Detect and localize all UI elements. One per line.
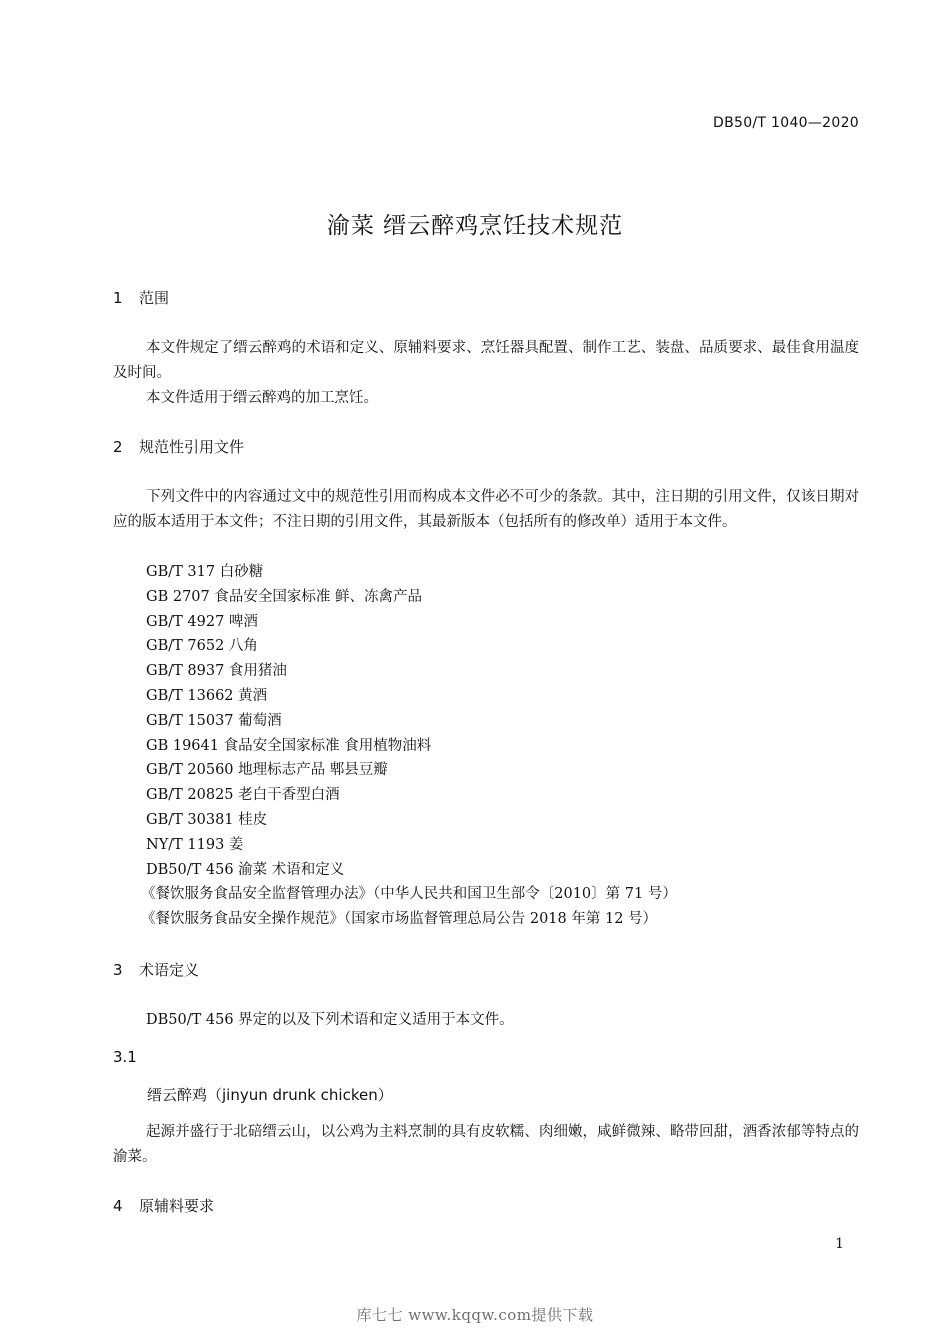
scope-paragraph-1: 本文件规定了缙云醉鸡的术语和定义、原辅料要求、烹饪器具配置、制作工艺、装盘、品质要求、最佳食用温度及时间。 [113,340,859,381]
section-1-heading [113,288,169,308]
section-number: 3 [113,961,123,979]
reference-item: 《餐饮服务食品安全监督管理办法》（中华人民共和国卫生部令〔2010〕第 71 号） [141,886,677,903]
reference-item: GB/T 15037 葡萄酒 [146,712,282,729]
subsection-number: 3.1 [113,1048,137,1066]
page-number: 1 [835,1236,844,1252]
reference-item: NY/T 1193 姜 [146,836,244,853]
section-number: 1 [113,289,123,307]
reference-item: GB 2707 食品安全国家标准 鲜、冻禽产品 [146,588,422,605]
reference-item: DB50/T 456 渝菜 术语和定义 [146,861,345,878]
section-title: 术语定义 [139,961,200,979]
section-number: 4 [113,1197,123,1215]
section-title: 范围 [139,289,170,307]
section-title: 规范性引用文件 [139,438,245,456]
section-2-heading [113,437,244,457]
terms-intro: DB50/T 456 界定的以及下列术语和定义适用于本文件。 [146,1012,514,1028]
reference-item: GB/T 317 白砂糖 [146,564,264,580]
section-3-heading [113,960,199,980]
section-number: 2 [113,438,123,456]
reference-item: 《餐饮服务食品安全操作规范》（国家市场监督管理总局公告 2018 年第 12 号） [141,911,658,928]
reference-item: GB/T 13662 黄酒 [146,687,268,704]
standard-code: DB50/T 1040—2020 [713,115,859,131]
reference-item: GB/T 4927 啤酒 [146,613,258,630]
reference-item: GB/T 7652 八角 [146,638,258,655]
section-title: 原辅料要求 [139,1197,215,1215]
reference-item: GB/T 30381 桂皮 [146,811,268,828]
reference-item: GB/T 8937 食用猪油 [146,663,287,680]
reference-list [141,560,677,932]
document-title: 渝菜 缙云醉鸡烹饪技术规范 [326,213,624,239]
references-intro: 下列文件中的内容通过文中的规范性引用而构成本文件必不可少的条款。其中，注日期的引用文件，仅该日期对应的版本适用于本文件；不注日期的引用文件，其最新版本（包括所有的修改单）适用于本文件。 [113,489,859,530]
scope-paragraph-2: 本文件适用于缙云醉鸡的加工烹饪。 [146,390,378,406]
reference-item: GB/T 20560 地理标志产品 郫县豆瓣 [146,762,388,779]
download-watermark: 库七七 www.kqqw.com提供下载 [356,1306,594,1324]
term-definition: 起源并盛行于北碚缙云山，以公鸡为主料烹制的具有皮软糯、肉细嫩，咸鲜微辣、略带回甜，酒香浓郁等特点的渝菜。 [113,1124,859,1165]
section-4-heading [113,1196,214,1216]
reference-item: GB/T 20825 老白干香型白酒 [146,787,340,804]
reference-item: GB 19641 食品安全国家标准 食用植物油料 [146,737,432,754]
term-name: 缙云醉鸡（jinyun drunk chicken） [147,1086,393,1104]
